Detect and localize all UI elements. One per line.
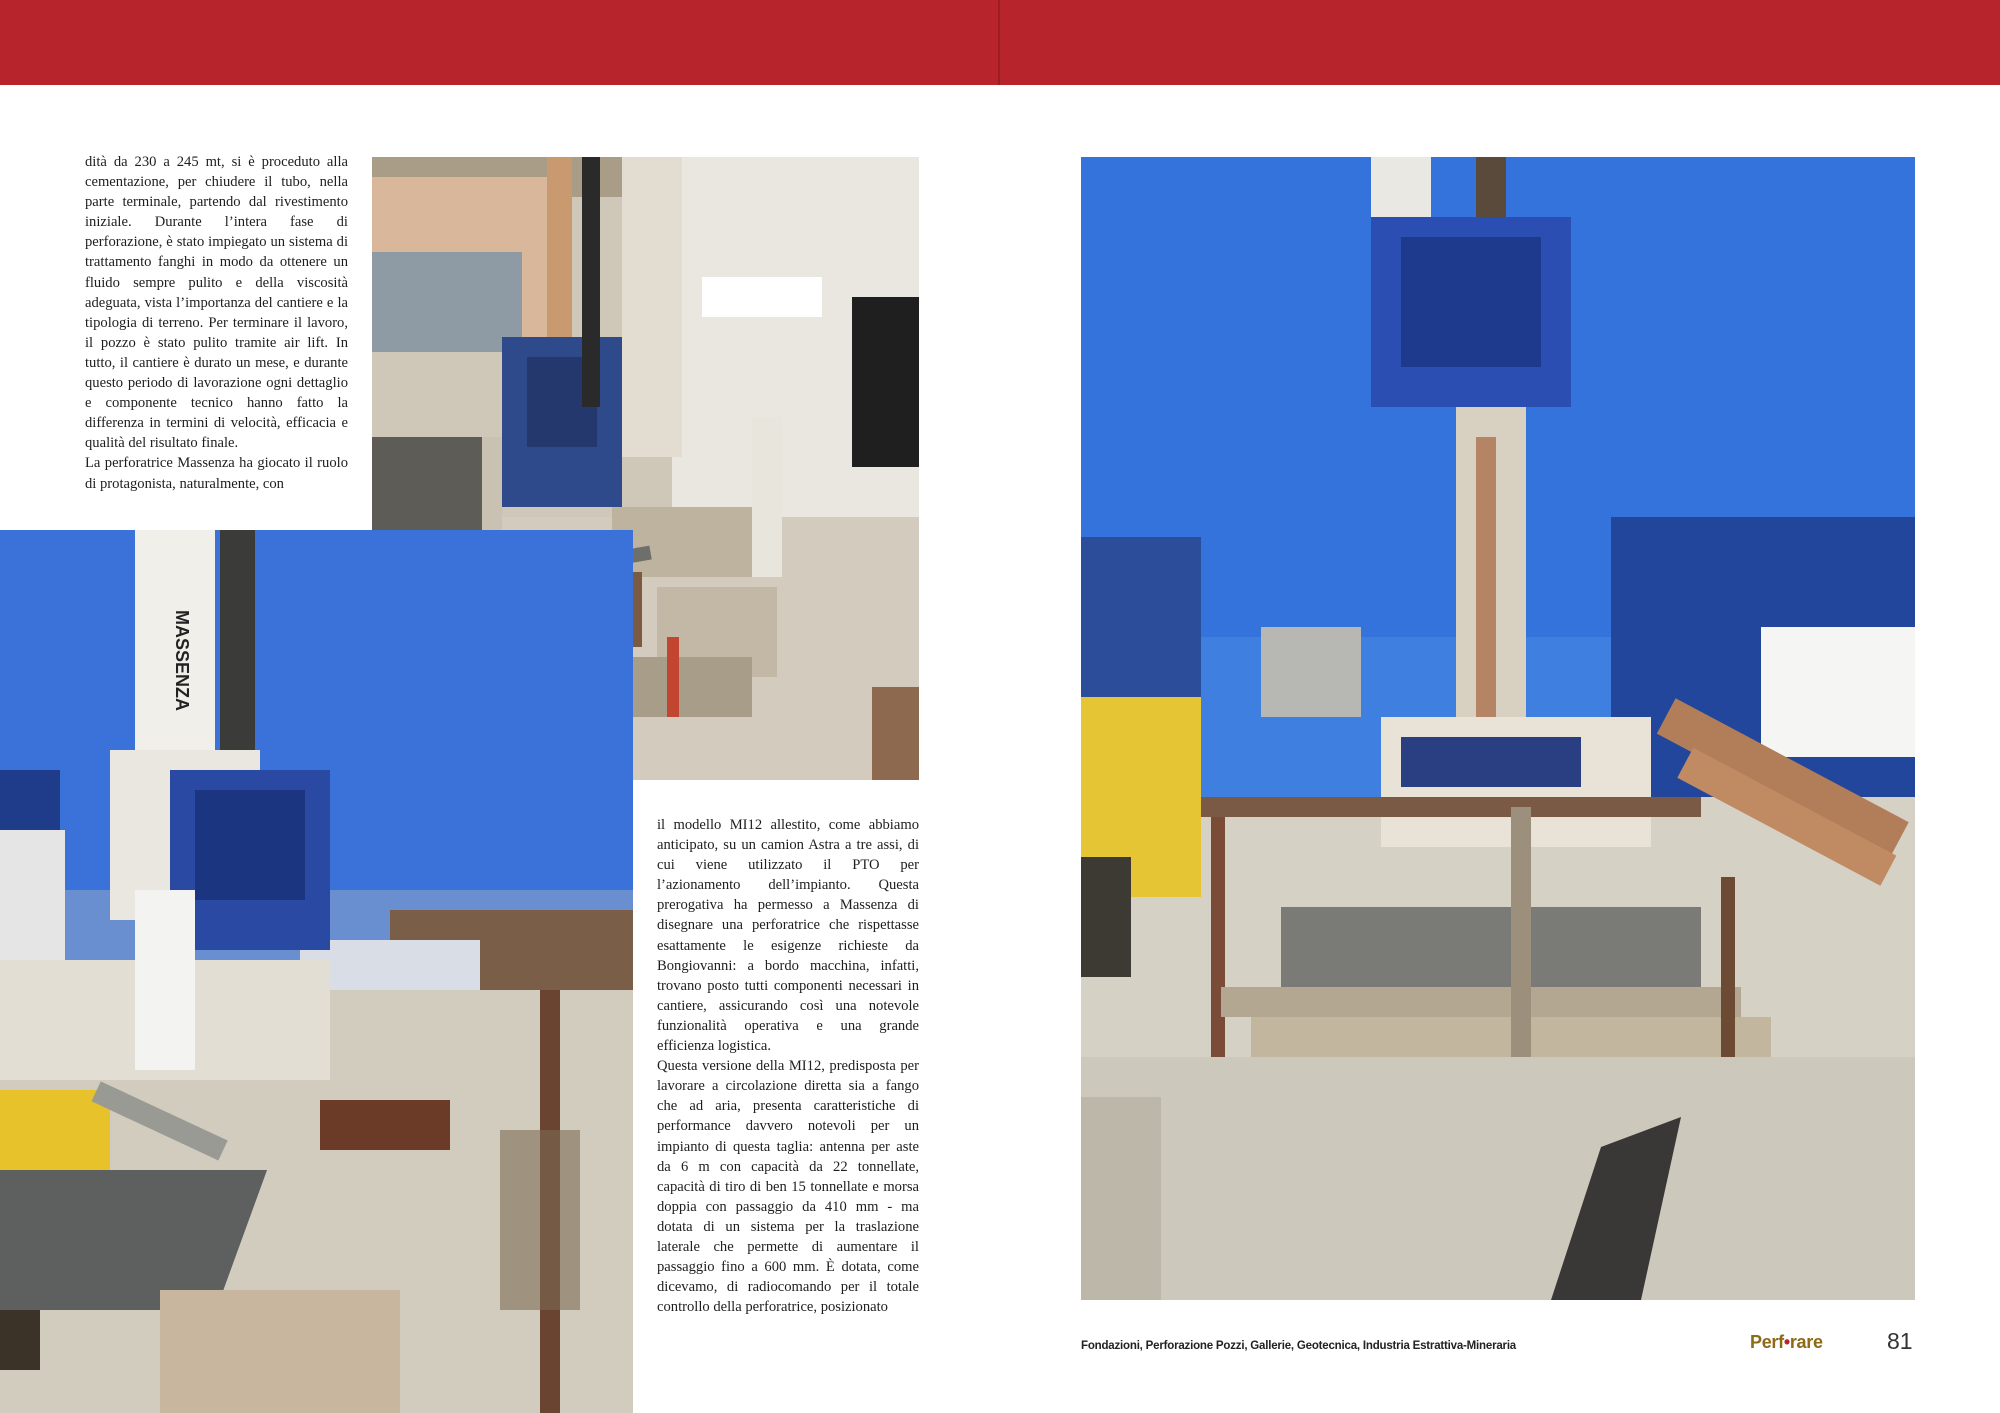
paragraph: Questa versione della MI12, predisposta per lavorare a circolazione diretta sia a fango che ad aria, presenta caratteristiche di performance davvero notevoli per un impianto di questa taglia: antenna per aste da 6 m con capacità da 22 tonnellate, capacità di tiro di ben 15 tonnellate e morsa doppia con passaggio da 410 mm - ma dotata di un sistema per la traslazione laterale che permette di aumentare il passaggio fino a 600 mm. È dotata, come dicevamo, di radiocomando per il totale controllo della perforatrice, posizionato: [657, 1058, 919, 1316]
header-bar-left: [0, 0, 998, 85]
photo-rig-mast-truck: [0, 530, 633, 1413]
header-bar-right: [1000, 0, 2000, 85]
footer-tagline: Fondazioni, Perforazione Pozzi, Gallerie, Geotecnica, Industria Estrattiva-Mineraria: [1081, 1340, 1517, 1352]
mast-lettering: MASSENZA: [172, 610, 192, 712]
logo-part: Perf: [1750, 1332, 1784, 1352]
logo-dot: •: [1783, 1332, 1790, 1352]
magazine-logo: [1750, 1332, 1823, 1353]
page-gutter: [998, 0, 1000, 85]
paragraph: dità da 230 a 245 mt, si è proceduto alla cementazione, per chiudere il tubo, nella parte terminale, partendo dal rivestimento iniziale. Durante l’intera fase di perforazione, è stato impiegato un sistema di trattamento fanghi in modo da ottenere un fluido sempre pulito e della viscosità adeguata, vista l’importanza del cantiere e la tipologia di terreno. Per terminare il lavoro, il pozzo è stato pulito tramite air lift. In tutto, il cantiere è durato un mese, e durante questo periodo di lavorazione ogni dettaglio e componente tecnico hanno fatto la differenza in termini di velocità, efficacia e qualità del risultato finale.: [85, 154, 348, 452]
text-column-left: [85, 152, 348, 494]
logo-part: rare: [1789, 1332, 1823, 1352]
photo-rig-front-view: [1081, 157, 1915, 1300]
text-column-middle: [657, 815, 919, 1317]
paragraph: il modello MI12 allestito, come abbiamo anticipato, su un camion Astra a tre assi, di cui viene utilizzato il PTO per l’azionamento dell’impianto. Questa prerogativa ha permesso a Massenza di disegnare una perforatrice che rispettasse esattamente le esigenze richieste da Bongiovanni: a bordo macchina, infatti, trovano posto tutti componenti necessari in cantiere, assicurando così una notevole funzionalità operativa e una grande efficienza logistica.: [657, 817, 919, 1055]
paragraph: La perforatrice Massenza ha giocato il ruolo di protagonista, naturalmente, con: [85, 455, 348, 492]
page-number: 81: [1887, 1328, 1913, 1354]
